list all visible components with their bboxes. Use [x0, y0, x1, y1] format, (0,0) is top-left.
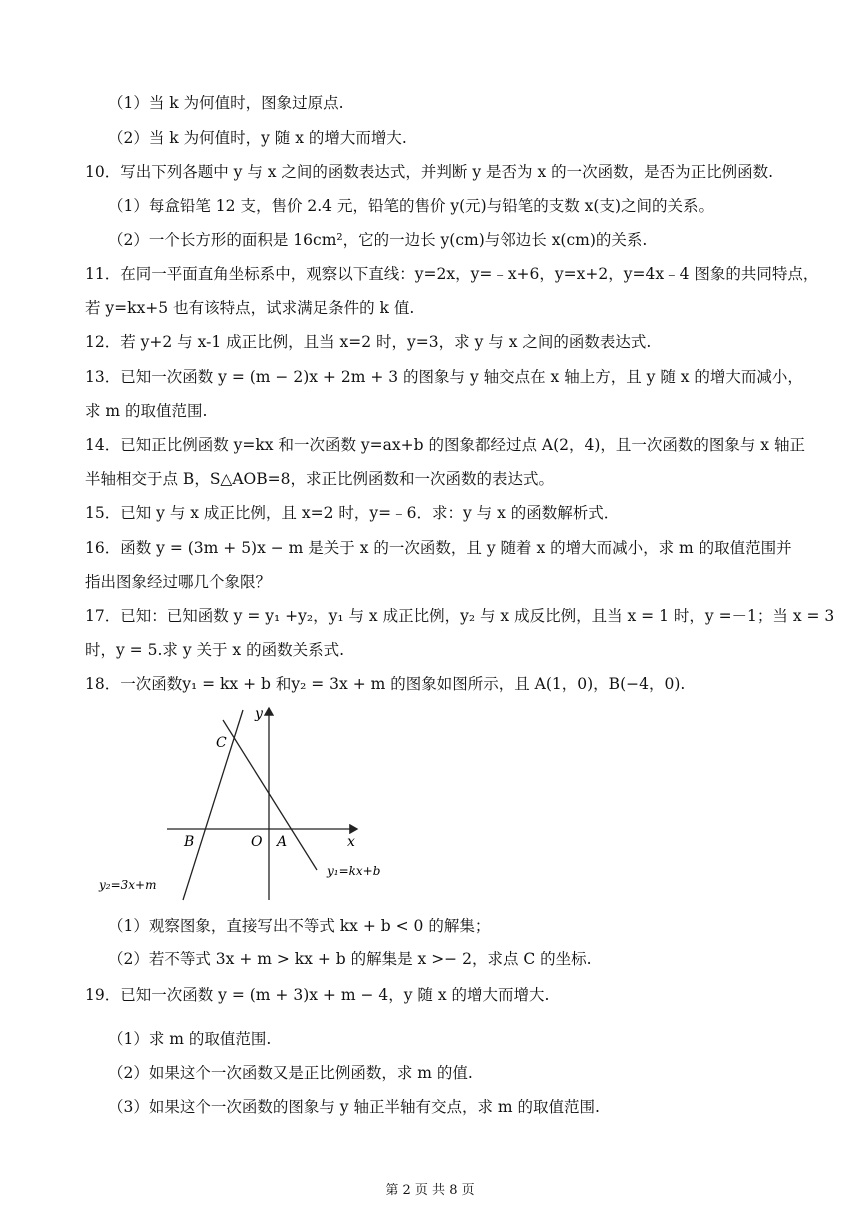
- question-11-line-1: 11．在同一平面直角坐标系中，观察以下直线：y=2x，y=﹣x+6，y=x+2，y=4x﹣4 图象的共同特点，: [85, 265, 819, 283]
- question-16-line-2: 指出图象经过哪几个象限？: [85, 573, 272, 591]
- question-12: 12．若 y+2 与 x-1 成正比例，且当 x=2 时，y=3，求 y 与 x 之间的函数表达式.: [85, 333, 652, 351]
- question-10-part-1: （1）每盒铅笔 12 支，售价 2.4 元，铅笔的售价 y(元)与铅笔的支数 x(支)之间的关系。: [108, 197, 714, 215]
- point-b-label: B: [184, 834, 195, 850]
- line-y2-label: y₂=3x+m: [99, 878, 157, 892]
- question-17-line-2: 时，y = 5.求 y 关于 x 的函数关系式.: [85, 641, 345, 659]
- question-15: 15．已知 y 与 x 成正比例，且 x=2 时，y=﹣6．求：y 与 x 的函数解析式．: [85, 504, 620, 522]
- point-c-label: C: [216, 735, 227, 751]
- question-18-part-2: （2）若不等式 3x + m > kx + b 的解集是 x >− 2，求点 C 的坐标.: [108, 950, 592, 968]
- question-19-part-3: （3）如果这个一次函数的图象与 y 轴正半轴有交点，求 m 的取值范围.: [108, 1098, 600, 1116]
- question-16-line-1: 16．函数 y = (3m + 5)x − m 是关于 x 的一次函数，且 y 随着 x 的增大而减小，求 m 的取值范围并: [85, 539, 792, 557]
- question-9-part-1: （1）当 k 为何值时，图象过原点.: [108, 94, 344, 112]
- origin-label: O: [251, 834, 263, 850]
- function-graph-svg: [95, 700, 395, 905]
- question-9-part-2: （2）当 k 为何值时，y 随 x 的增大而增大.: [108, 129, 407, 147]
- question-14-line-2: 半轴相交于点 B，S△AOB=8，求正比例函数和一次函数的表达式。: [85, 470, 554, 488]
- question-13-line-2: 求 m 的取值范围.: [85, 402, 208, 420]
- question-11-line-2: 若 y=kx+5 也有该特点，试求满足条件的 k 值.: [85, 299, 415, 317]
- line-y1: [223, 720, 317, 870]
- x-axis-label: x: [347, 834, 355, 850]
- question-10: 10．写出下列各题中 y 与 x 之间的函数表达式，并判断 y 是否为 x 的一次函数，是否为正比例函数.: [85, 163, 774, 181]
- question-17-line-1: 17．已知：已知函数 y = y₁ +y₂，y₁ 与 x 成正比例，y₂ 与 x 成反比例，且当 x = 1 时，y =－1；当 x = 3: [85, 607, 835, 625]
- line-y1-label: y₁=kx+b: [327, 864, 381, 878]
- question-19-part-2: （2）如果这个一次函数又是正比例函数，求 m 的值.: [108, 1064, 473, 1082]
- question-19-part-1: （1）求 m 的取值范围.: [108, 1030, 272, 1048]
- question-19: 19．已知一次函数 y = (m + 3)x + m − 4，y 随 x 的增大而增大.: [85, 986, 550, 1004]
- question-10-part-2: （2）一个长方形的面积是 16cm²，它的一边长 y(cm)与邻边长 x(cm)的关系.: [108, 231, 648, 249]
- function-graph-figure: [95, 700, 395, 905]
- y-axis-label: y: [255, 706, 263, 722]
- question-14-line-1: 14．已知正比例函数 y=kx 和一次函数 y=ax+b 的图象都经过点 A(2，4)，且一次函数的图象与 x 轴正: [85, 436, 805, 454]
- point-a-label: A: [277, 834, 288, 850]
- question-18-part-1: （1）观察图象，直接写出不等式 kx + b < 0 的解集；: [108, 917, 491, 935]
- question-13-line-1: 13．已知一次函数 y = (m − 2)x + 2m + 3 的图象与 y 轴交点在 x 轴上方，且 y 随 x 的增大而减小，: [85, 368, 803, 386]
- page-footer: 第 2 页 共 8 页: [385, 1183, 475, 1198]
- question-18: 18．一次函数y₁ = kx + b 和y₂ = 3x + m 的图象如图所示，且 A(1，0)，B(−4，0).: [85, 675, 686, 693]
